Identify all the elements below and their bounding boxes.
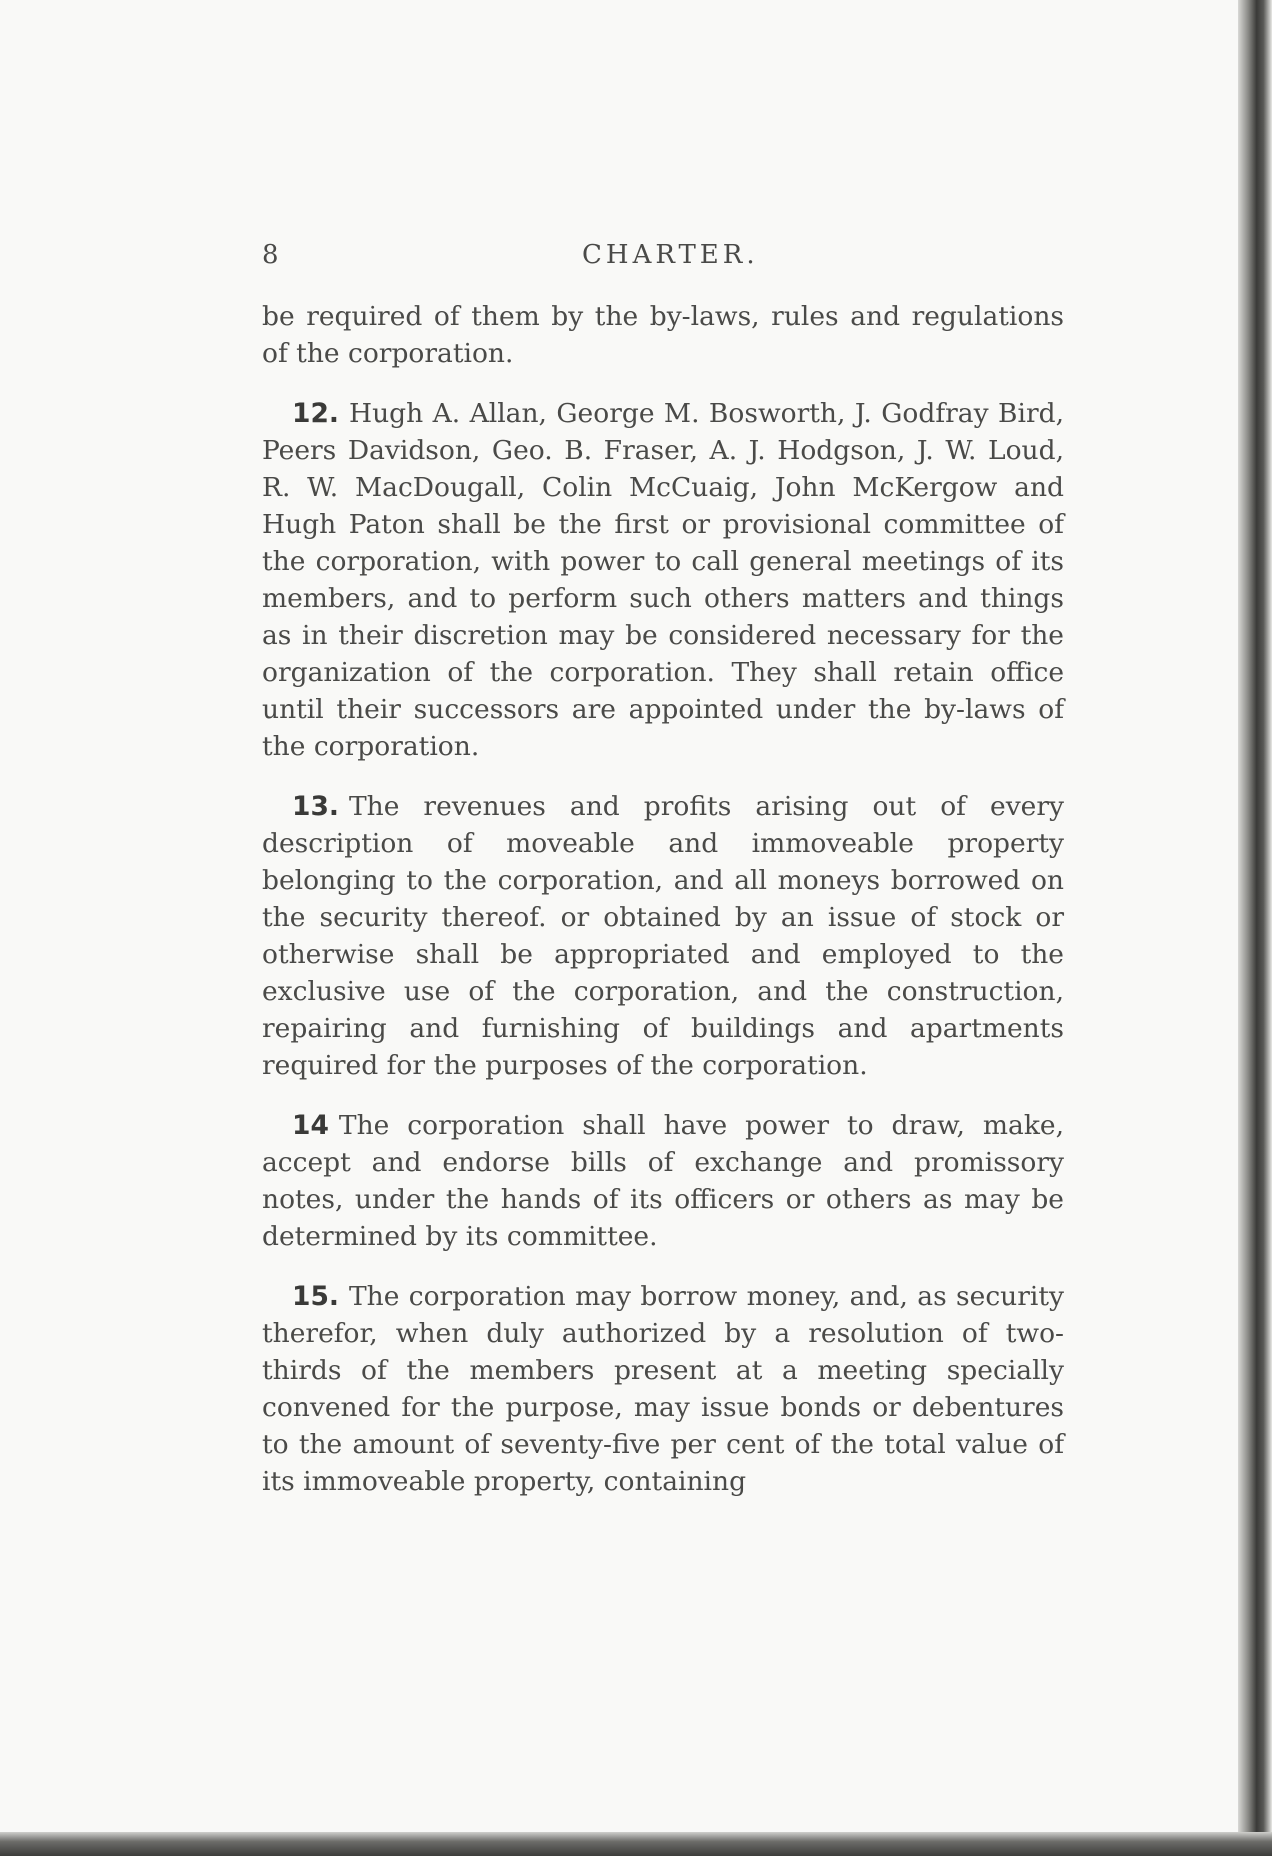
book-edge-right <box>1238 0 1272 1856</box>
section-number: 14 <box>292 1110 329 1141</box>
running-title: CHARTER. <box>582 240 759 270</box>
page-header <box>262 240 1062 280</box>
section-13 <box>262 788 1064 1084</box>
section-14 <box>262 1107 1064 1255</box>
section-12 <box>262 395 1064 765</box>
paragraph-text: Hugh A. Allan, George M. Bosworth, J. Godfray Bird, Peers Davidson, Geo. B. Fraser, A. J. Hodgson, J. W. Loud, R. W. MacDougall, Colin McCuaig, John McKergow and Hugh Paton shall be the first or provisional committee of the corporation, with power to call general meetings of its members, and to perform such others matters and things as in their discretion may be considered necessary for the organization of the corporation. They shall retain office until their successors are appointed under the by-laws of the corporation. <box>262 398 1064 762</box>
paragraph-text: The corporation shall have power to draw, make, accept and endorse bills of exchange and promissory notes, under the hands of its officers or others as may be determined by its committee. <box>262 1110 1064 1252</box>
paragraph-continuation <box>262 298 1064 372</box>
book-edge-bottom <box>0 1832 1272 1856</box>
body-text <box>262 298 1064 1500</box>
page-number: 8 <box>262 240 280 270</box>
section-number: 12. <box>292 398 339 429</box>
section-15 <box>262 1278 1064 1500</box>
section-number: 15. <box>292 1281 339 1312</box>
paragraph-text: The revenues and profits arising out of every description of moveable and immoveable property belonging to the corporation, and all moneys borrowed on the security thereof. or obtained by an issue of stock or otherwise shall be appropriated and employed to the exclusive use of the corporation, and the construction, repairing and furnishing of buildings and apartments required for the purposes of the corporation. <box>262 791 1064 1081</box>
paragraph-text: be required of them by the by-laws, rules and regulations of the corporation. <box>262 301 1064 369</box>
paragraph-text: The corporation may borrow money, and, as security therefor, when duly authorized by a resolution of two-thirds of the members present at a meeting specially convened for the purpose, may issue bonds or debentures to the amount of seventy-five per cent of the total value of its immoveable property, containing <box>262 1281 1064 1497</box>
section-number: 13. <box>292 791 339 822</box>
